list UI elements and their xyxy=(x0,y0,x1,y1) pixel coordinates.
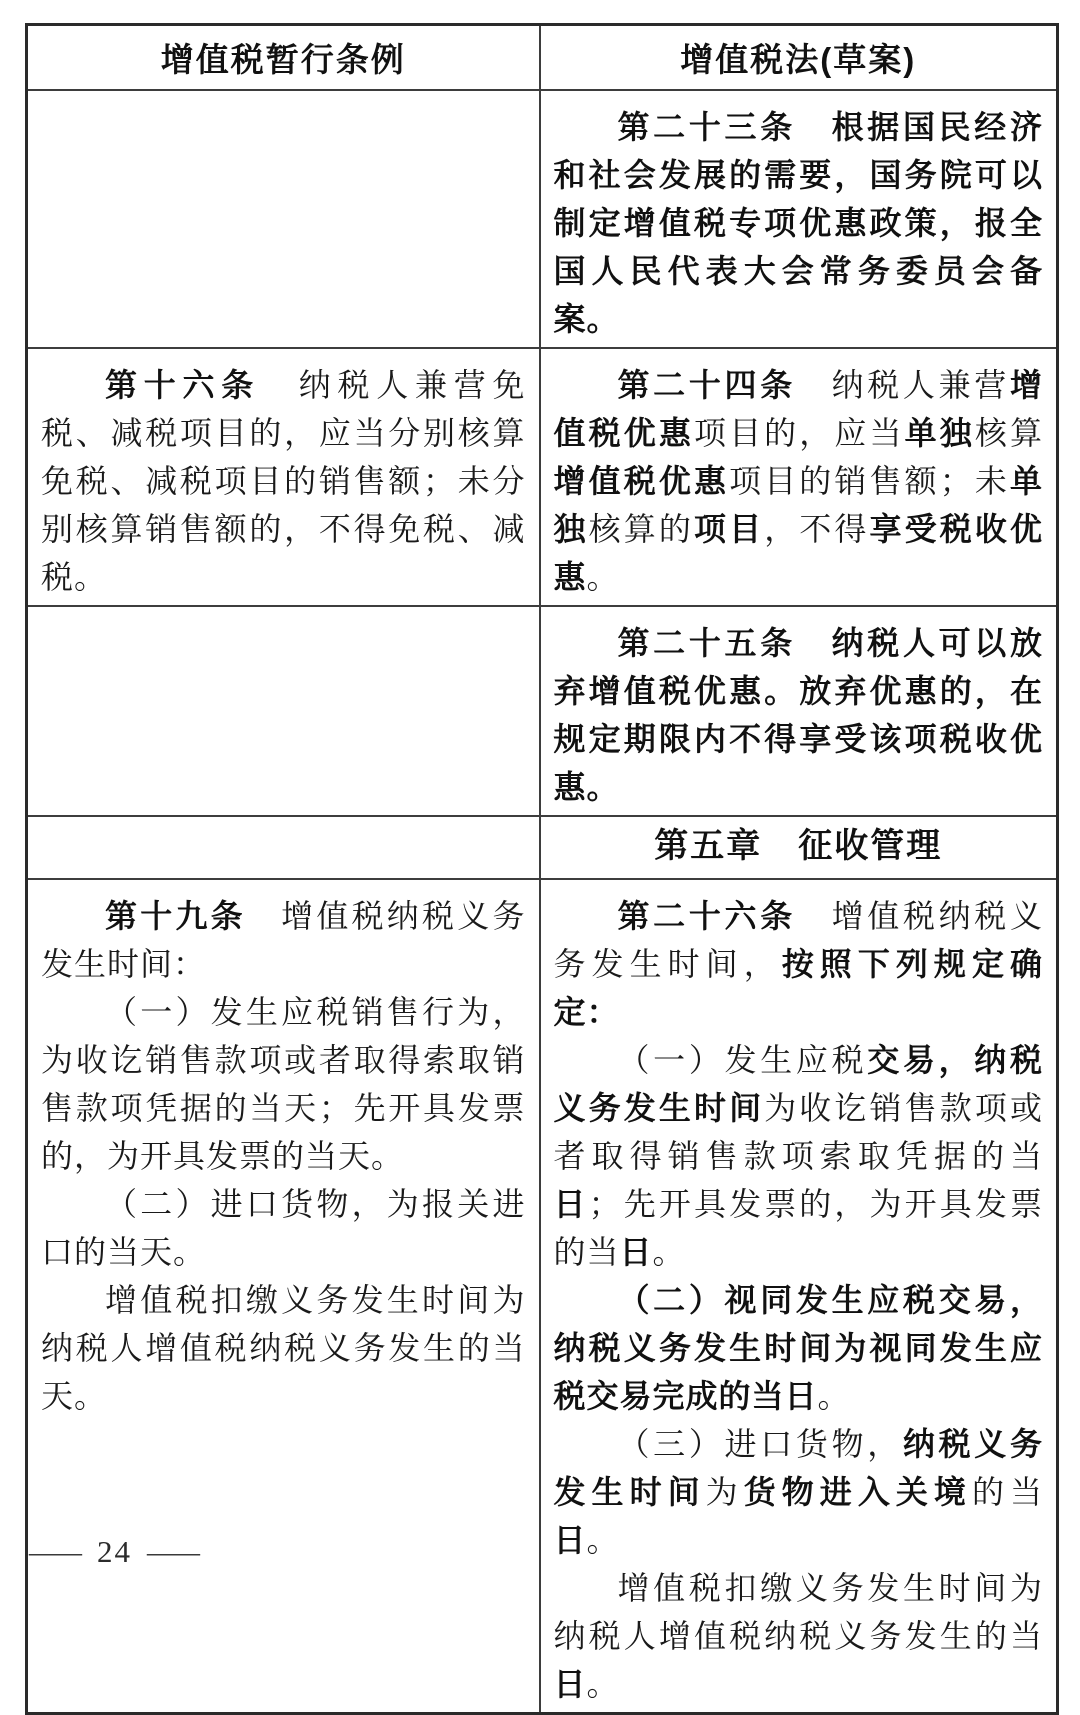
paragraph xyxy=(554,1420,1044,1564)
paragraph xyxy=(554,1276,1044,1420)
text-run: 为收讫销售款项或者取得销售款项索取凭据的当 xyxy=(553,1089,1043,1174)
emphasized-run: 第十九条 xyxy=(105,897,246,934)
text-run: ；先开具发票的，为开具发票的当 xyxy=(553,1185,1043,1270)
col-header-new-law: 增值税法(草案) xyxy=(540,25,1058,90)
paragraph xyxy=(41,1180,526,1276)
emphasized-run: 第十六条 xyxy=(105,366,260,403)
text-run: 为 xyxy=(705,1473,744,1510)
text-run: 的当 xyxy=(971,1473,1043,1510)
text-run: ，不得 xyxy=(764,510,870,547)
cell-old-law xyxy=(27,879,540,1714)
text-run: 。 xyxy=(586,1521,620,1558)
emphasized-run: 货物进入关境 xyxy=(743,1473,972,1510)
emphasized-run: 日 xyxy=(553,1521,587,1558)
paragraph xyxy=(554,103,1044,343)
text-run: 。 xyxy=(652,1233,686,1270)
text-run: 。 xyxy=(586,1665,620,1702)
text-run: 纳税人兼营 xyxy=(795,366,1010,403)
cell-old-law xyxy=(27,816,540,879)
col-header-old-law: 增值税暂行条例 xyxy=(27,25,540,90)
paragraph xyxy=(554,361,1044,601)
cell-new-law xyxy=(540,348,1058,606)
emphasized-run: 项目 xyxy=(693,510,765,547)
cell-old-law xyxy=(27,90,540,348)
emphasized-run: 单独 xyxy=(553,462,1043,547)
footer-left-dash: — xyxy=(29,1534,82,1569)
table-row xyxy=(27,606,1058,816)
paragraph xyxy=(41,1276,526,1420)
paragraph xyxy=(41,361,526,601)
emphasized-run: 第二十五条 纳税人可以放弃增值税优惠。放弃优惠的，在规定期限内不得享受该项税收优惠。 xyxy=(553,624,1043,805)
cell-old-law xyxy=(27,348,540,606)
emphasized-run: 按照下列规定确定： xyxy=(553,945,1043,1030)
paragraph xyxy=(554,892,1044,1036)
table-row xyxy=(27,816,1058,879)
text-run: 。 xyxy=(586,558,620,595)
text-run: （二）进口货物，为报关进口的当天。 xyxy=(41,1185,526,1270)
emphasized-run: 日 xyxy=(619,1233,653,1270)
table-row xyxy=(27,348,1058,606)
page-number: 24 xyxy=(97,1534,132,1569)
text-run: 增值税纳税义务发生时间， xyxy=(553,897,1043,982)
cell-new-law xyxy=(540,606,1058,816)
emphasized-run: 纳税义务发生时间 xyxy=(553,1425,1043,1510)
emphasized-run: （二）视同发生应税交易，纳税义务发生时间为视同发生应税交易完成的当日 xyxy=(553,1281,1043,1414)
cell-old-law xyxy=(27,606,540,816)
emphasized-run: 增值税优惠 xyxy=(553,462,730,499)
emphasized-run: 单独 xyxy=(904,414,975,451)
text-run: （一）发生应税 xyxy=(617,1041,868,1078)
emphasized-run: 交易，纳税义务发生时间 xyxy=(553,1041,1043,1126)
emphasized-run: 第二十四条 xyxy=(617,366,796,403)
text-run: （一）发生应税销售行为，为收讫销售款项或者取得索取销售款项凭据的当天；先开具发票的，为开具发票的当天。 xyxy=(41,993,526,1174)
text-run: ， xyxy=(867,1425,903,1462)
paragraph xyxy=(554,1564,1044,1708)
paragraph xyxy=(41,892,526,988)
table-row xyxy=(27,879,1058,1714)
page-footer xyxy=(29,1534,200,1570)
paragraph xyxy=(41,988,526,1180)
paragraph xyxy=(554,823,1044,871)
emphasized-run: 日 xyxy=(553,1185,589,1222)
text-run: 。 xyxy=(817,1377,851,1414)
text-run: 纳税人兼营免税、减税项目的，应当分别核算免税、减税项目的销售额；未分别核算销售额的，不得免税、减税。 xyxy=(41,366,526,595)
cell-new-law xyxy=(540,816,1058,879)
text-run: 核算的 xyxy=(588,510,694,547)
emphasized-run: 第二十三条 根据国民经济和社会发展的需要，国务院可以制定增值税专项优惠政策，报全国人民代表大会常务委员会备案。 xyxy=(553,108,1043,337)
text-run: 增值税扣缴义务发生时间为纳税人增值税纳税义务发生的当 xyxy=(553,1569,1043,1654)
text-run: （三）进口货物 xyxy=(617,1425,868,1462)
emphasized-run: 第二十六条 xyxy=(617,897,796,934)
text-run: 增值税纳税义务发生时间： xyxy=(41,897,526,982)
footer-right-dash: — xyxy=(147,1534,200,1569)
emphasized-run: 第五章 征收管理 xyxy=(654,828,943,865)
emphasized-run: 增值税优惠 xyxy=(553,366,1043,451)
table-row xyxy=(27,90,1058,348)
emphasized-run: 日 xyxy=(553,1665,587,1702)
cell-new-law xyxy=(540,879,1058,1714)
text-run: 项目的销售额；未 xyxy=(729,462,1010,499)
paragraph xyxy=(554,1036,1044,1276)
cell-new-law xyxy=(540,90,1058,348)
text-run: 核算 xyxy=(974,414,1043,451)
comparison-table xyxy=(25,23,1059,1715)
emphasized-run: 享受税收优惠 xyxy=(553,510,1043,595)
text-run: 项目的，应当 xyxy=(693,414,905,451)
paragraph xyxy=(554,619,1044,811)
header-row xyxy=(27,25,1058,90)
text-run: 增值税扣缴义务发生时间为纳税人增值税纳税义务发生的当天。 xyxy=(41,1281,526,1414)
